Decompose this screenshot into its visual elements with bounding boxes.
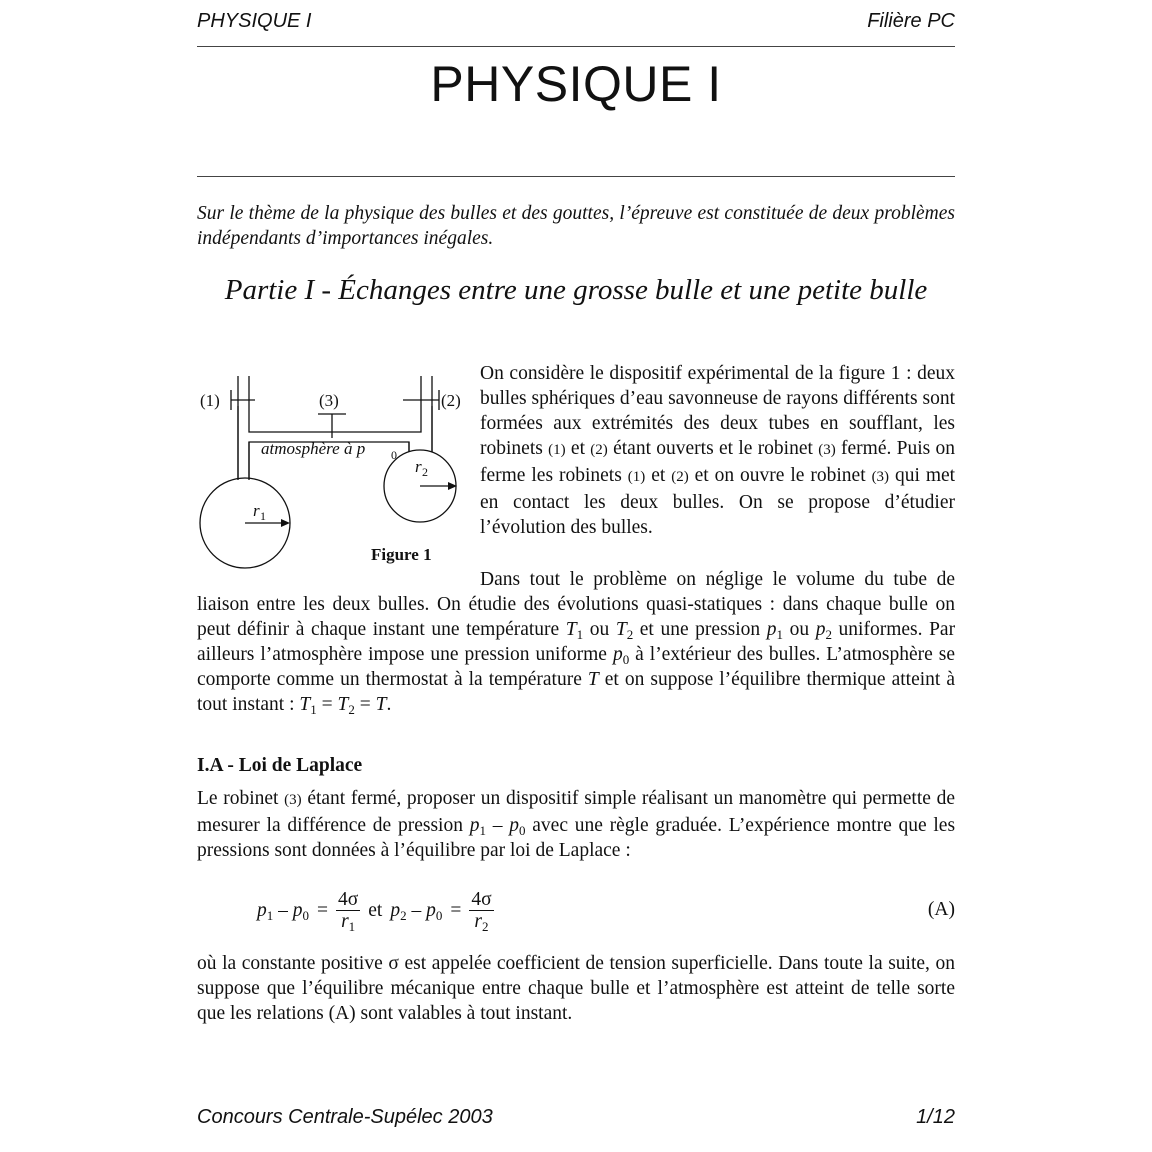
eq-fraction-2: [469, 889, 493, 932]
figure-1-diagram: [195, 366, 470, 576]
p2-text-e: uniformes. Par ailleurs l’atmosphère impose une pression uniforme: [197, 619, 956, 665]
math-p1-minus-p0: $p_1 - p_0$: [469, 815, 526, 838]
paragraph-figure-description: [480, 361, 955, 540]
p3-text-c: avec une règle graduée. L’expérience montre que les pressions sont données à l’équilibre par loi de Laplace :: [197, 815, 956, 861]
figure-caption: Figure 1: [371, 545, 432, 564]
p1-text-a: On considère le dispositif expérimental de la figure 1 : deux bulles sphériques d’eau savonneuse de rayons différents sont formées aux extrémités des deux tubes en soufflant, les robinets: [480, 363, 955, 459]
laplace-equation: [257, 889, 494, 932]
p1-valve-ref: (3): [818, 442, 836, 458]
eq-equals-2: =: [450, 899, 462, 921]
p3-text-b: étant fermé, proposer un dispositif simple réalisant un manomètre qui permette de mesurer la différence de pression: [197, 788, 955, 836]
p1-valve-ref: (1): [627, 469, 646, 485]
math-T2: $T_2$: [615, 619, 634, 642]
p1-text-d: fermé. Puis on ferme les robinets: [480, 438, 956, 486]
eq-denominator-2: $r_2$: [474, 911, 489, 934]
title-rule: [197, 176, 955, 177]
p1-text-f: et on ouvre le robinet: [694, 465, 866, 486]
math-p0: $p_0$: [612, 644, 630, 667]
p3-valve-ref: (3): [284, 792, 302, 808]
valve-1-label: (1): [200, 391, 220, 410]
eq-lhs-2: $p_2 - p_0$: [390, 899, 443, 923]
eq-numerator-2: 4σ: [471, 889, 492, 910]
header-right: Filière PC: [867, 10, 955, 32]
p1-valve-ref: (2): [590, 442, 608, 458]
header-rule: [197, 46, 955, 47]
section-title: I.A - Loi de Laplace: [197, 755, 363, 776]
part-title: Partie I - Échanges entre une grosse bulle et une petite bulle: [224, 274, 928, 306]
p2-text-d: ou: [789, 619, 810, 640]
p1-text-g: qui met en contact les deux bulles. On se propose d’étudier l’évolution des bulles.: [480, 465, 956, 538]
p2-text-b: ou: [589, 619, 610, 640]
math-T: T: [587, 669, 599, 690]
r1-sub: 1: [260, 509, 266, 523]
r2-sub: 2: [422, 465, 428, 479]
p1-valve-ref: (2): [671, 469, 689, 485]
paragraph-laplace-intro: [197, 786, 955, 863]
paragraph-assumptions: [197, 567, 955, 717]
eq-fraction-1: [336, 889, 360, 932]
p1-valve-ref: (1): [548, 442, 566, 458]
valve-2-label: (2): [441, 391, 461, 410]
math-p1: $p_1$: [766, 619, 784, 642]
math-T-equality: $T_1 = T_2 = T$: [299, 694, 387, 717]
p1-text-c: étant ouverts et le robinet: [613, 438, 813, 459]
p2-text-h: .: [386, 694, 392, 715]
atmosphere-label: atmosphère à p: [261, 439, 366, 458]
p1-text-b: et: [570, 438, 585, 459]
eq-equals-1: =: [317, 899, 328, 921]
p2-text-f: à l’extérieur des bulles. L’atmosphère se comporte comme un thermostat à la température: [197, 644, 956, 690]
math-p2: $p_2$: [815, 619, 832, 642]
intro-paragraph: Sur le thème de la physique des bulles et des gouttes, l’épreuve est constituée de deux problèmes indépendants d’importances inégales.: [197, 203, 955, 249]
footer-page-number: 1/12: [916, 1106, 955, 1128]
r1-label: r: [253, 501, 260, 520]
p2-text-c: et une pression: [639, 619, 761, 640]
footer-left: Concours Centrale-Supélec 2003: [197, 1106, 493, 1128]
eq-lhs-1: $p_1 - p_0$: [257, 899, 309, 923]
paragraph-sigma: [197, 951, 955, 1026]
p4-text-b: est appelée coefficient de tension superficielle. Dans toute la suite, on suppose que l’équilibre mécanique entre chaque bulle et l’atmosphère est atteint de telle sorte que les relations (A) sont valables à tout instant.: [197, 953, 956, 1024]
equation-label: (A): [927, 899, 955, 920]
valve-3-label: (3): [319, 391, 339, 410]
eq-connector: et: [368, 899, 383, 921]
p2-text-g: et on suppose l’équilibre thermique atteint à tout instant :: [197, 669, 956, 715]
p2-text-a: Dans tout le problème on néglige le volume du tube de liaison entre les deux bulles. On étudie des évolutions quasi-statiques : dans chaque bulle on peut définir à chaque instant une température: [197, 569, 955, 640]
math-sigma: σ: [388, 953, 399, 974]
page-title: PHYSIQUE I: [430, 56, 722, 112]
r2-label: r: [415, 457, 422, 476]
header-left: PHYSIQUE I: [197, 10, 312, 32]
eq-denominator-1: $r_1$: [341, 911, 356, 934]
atmosphere-sub: 0: [391, 448, 397, 462]
eq-numerator-1: 4σ: [338, 889, 359, 910]
p4-text-a: où la constante positive: [197, 953, 383, 974]
p3-text-a: Le robinet: [197, 788, 279, 809]
p1-valve-ref: (3): [871, 469, 890, 485]
p1-text-e: et: [651, 465, 666, 486]
math-T1: $T_1$: [565, 619, 584, 642]
